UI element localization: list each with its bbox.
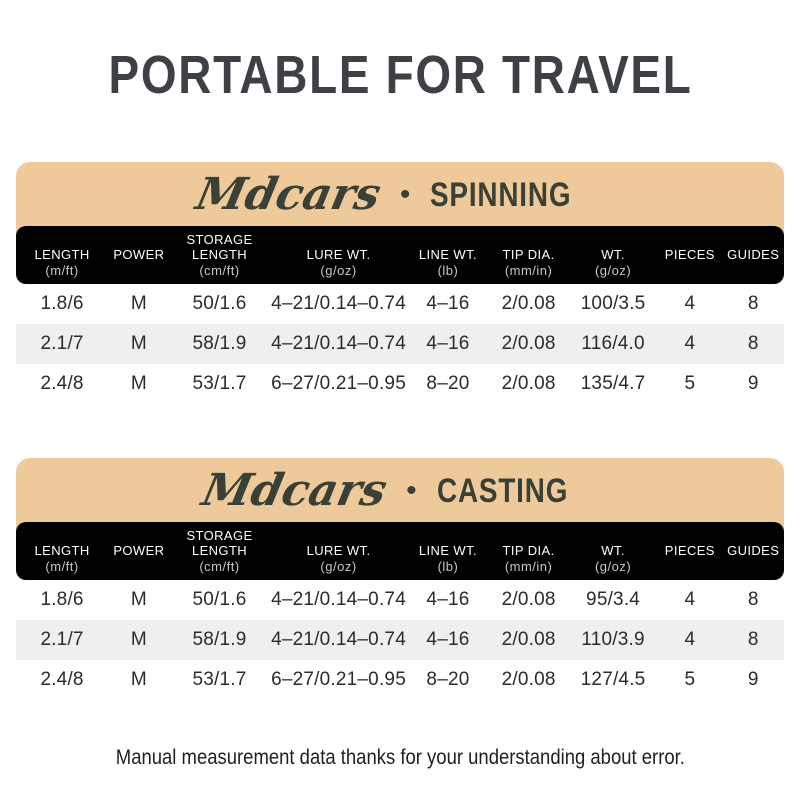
header-pieces: PIECES [664,247,715,262]
cell-line-wt: 4–16 [426,589,470,610]
cell-tip-dia: 2/0.08 [501,293,556,314]
cell-line-wt: 4–16 [426,333,470,354]
cell-power: M [130,333,147,354]
spinning-spec-table [16,162,784,404]
cell-pieces: 4 [684,293,696,314]
cell-pieces: 4 [684,629,696,650]
header-lure-wt: LURE WT. (g/oz) [306,247,371,278]
cell-guides: 9 [747,669,759,690]
cell-storage-length: 50/1.6 [192,293,247,314]
footer-note [0,746,800,770]
cell-length: 2.1/7 [40,333,84,354]
cell-guides: 8 [747,629,759,650]
cell-lure-wt: 4–21/0.14–0.74 [271,589,406,610]
cell-length: 2.4/8 [40,669,84,690]
cell-power: M [130,629,147,650]
cell-tip-dia: 2/0.08 [501,589,556,610]
header-length: LENGTH (m/ft) [34,247,90,278]
cell-wt: 127/4.5 [580,669,646,690]
header-storage-length: STORAGE LENGTH (cm/ft) [186,232,253,278]
cell-wt: 116/4.0 [581,333,645,354]
footer-note-text: Manual measurement data thanks for your understanding about error. [115,746,685,769]
cell-power: M [130,669,147,690]
header-pieces: PIECES [664,543,715,558]
cell-lure-wt: 4–21/0.14–0.74 [271,629,406,650]
cell-pieces: 4 [684,589,696,610]
cell-power: M [130,293,147,314]
casting-band [16,458,784,530]
cell-length: 2.4/8 [40,373,84,394]
brand-logo: Mdcars [191,169,386,220]
header-line-wt: LINE WT. (lb) [418,247,478,278]
table-row [16,620,784,660]
table-row [16,284,784,324]
header-power: POWER [113,247,165,262]
cell-pieces: 5 [684,669,696,690]
table-row [16,324,784,364]
table-row [16,660,784,700]
cell-length: 1.8/6 [40,293,84,314]
header-storage-length: STORAGE LENGTH (cm/ft) [186,528,253,574]
cell-length: 1.8/6 [40,589,84,610]
casting-table-name: CASTING [436,472,568,510]
cell-line-wt: 4–16 [426,293,470,314]
cell-line-wt: 8–20 [426,373,470,394]
bullet-separator-icon: • [399,178,411,211]
header-tip-dia: TIP DIA. (mm/in) [502,543,555,574]
cell-wt: 95/3.4 [586,589,641,610]
cell-lure-wt: 4–21/0.14–0.74 [271,293,406,314]
casting-header-row [16,522,784,580]
cell-tip-dia: 2/0.08 [501,669,556,690]
cell-power: M [130,589,147,610]
spinning-table-name: SPINNING [430,176,572,214]
bullet-separator-icon: • [406,474,417,507]
cell-storage-length: 50/1.6 [192,589,247,610]
cell-tip-dia: 2/0.08 [501,373,556,394]
page-title [0,44,800,106]
cell-guides: 8 [747,333,759,354]
cell-line-wt: 8–20 [426,669,470,690]
header-wt: WT. (g/oz) [594,543,632,574]
cell-wt: 110/3.9 [581,629,645,650]
cell-guides: 8 [747,589,759,610]
cell-line-wt: 4–16 [426,629,470,650]
page-title-text: PORTABLE FOR TRAVEL [108,45,692,105]
cell-storage-length: 58/1.9 [192,333,247,354]
cell-wt: 100/3.5 [580,293,646,314]
spinning-header-row [16,226,784,284]
cell-wt: 135/4.7 [580,373,646,394]
header-guides: GUIDES [727,543,780,558]
table-row [16,580,784,620]
cell-storage-length: 53/1.7 [192,669,247,690]
brand-logo: Mdcars [198,465,392,516]
header-lure-wt: LURE WT. (g/oz) [306,543,371,574]
cell-tip-dia: 2/0.08 [501,629,556,650]
cell-tip-dia: 2/0.08 [501,333,556,354]
cell-guides: 8 [747,293,759,314]
header-tip-dia: TIP DIA. (mm/in) [502,247,555,278]
cell-length: 2.1/7 [40,629,84,650]
table-row [16,364,784,404]
header-wt: WT. (g/oz) [594,247,632,278]
cell-guides: 9 [747,373,759,394]
cell-pieces: 4 [684,333,696,354]
cell-pieces: 5 [684,373,696,394]
cell-storage-length: 58/1.9 [192,629,247,650]
header-power: POWER [113,543,165,558]
cell-lure-wt: 6–27/0.21–0.95 [271,373,406,394]
casting-spec-table [16,458,784,700]
spinning-band [16,162,784,234]
header-guides: GUIDES [727,247,780,262]
header-line-wt: LINE WT. (lb) [418,543,478,574]
cell-lure-wt: 6–27/0.21–0.95 [271,669,406,690]
cell-storage-length: 53/1.7 [192,373,247,394]
cell-lure-wt: 4–21/0.14–0.74 [271,333,406,354]
cell-power: M [130,373,147,394]
header-length: LENGTH (m/ft) [34,543,90,574]
